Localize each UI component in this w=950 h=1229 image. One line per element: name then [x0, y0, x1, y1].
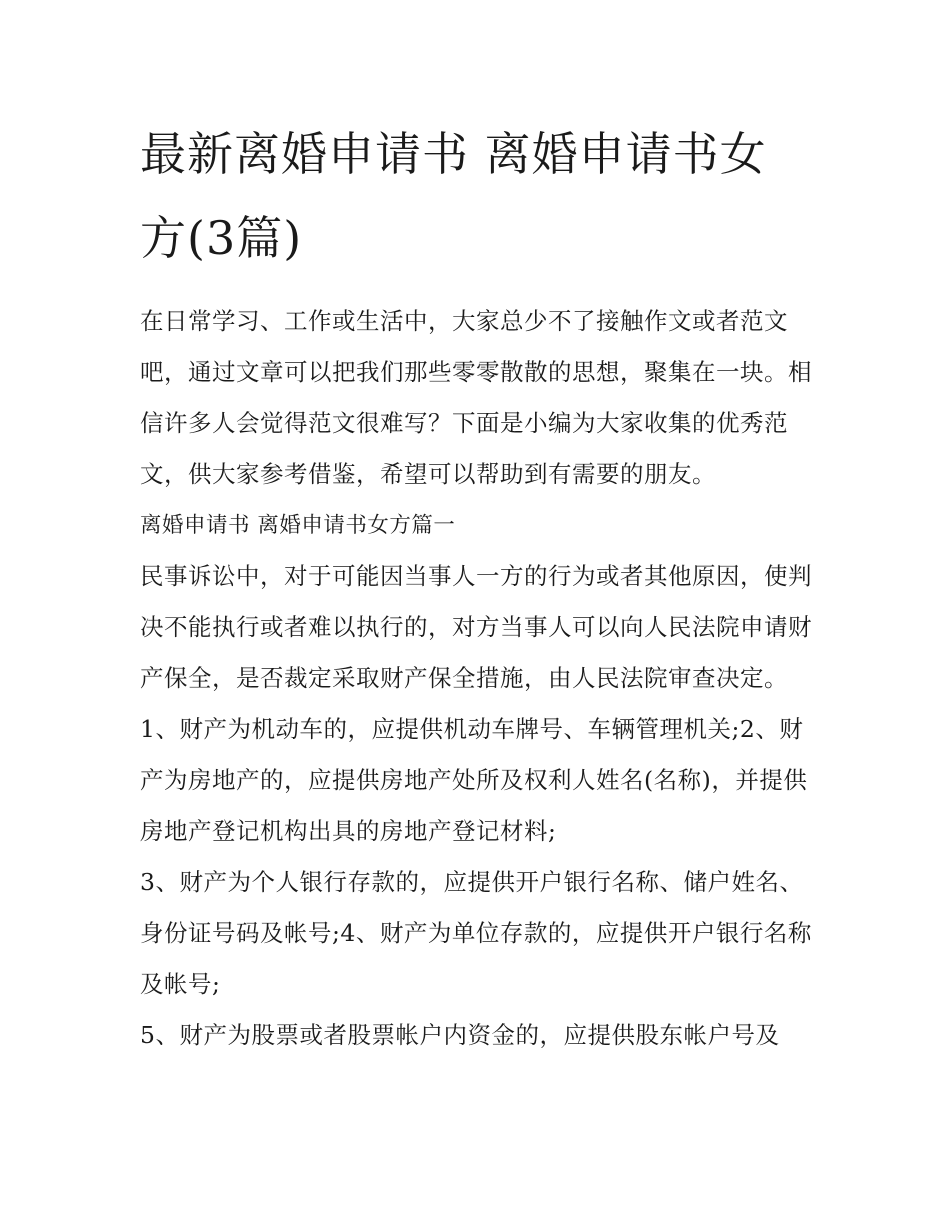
section-heading: 离婚申请书 离婚申请书女方篇一	[140, 513, 456, 538]
list-paragraph: 1、财产为机动车的，应提供机动车牌号、车辆管理机关;2、财产为房地产的，应提供房地产处所及权利人姓名(名称)，并提供房地产登记机构出具的房地产登记材料;	[140, 715, 808, 845]
body-paragraph: 民事诉讼中，对于可能因当事人一方的行为或者其他原因，使判决不能执行或者难以执行的，对方当事人可以向人民法院申请财产保全，是否裁定采取财产保全措施，由人民法院审查决定。	[140, 562, 812, 692]
document-title: 最新离婚申请书 离婚申请书女方(3篇)	[140, 127, 767, 265]
intro-paragraph: 在日常学习、工作或生活中，大家总少不了接触作文或者范文吧，通过文章可以把我们那些零零散散的思想，聚集在一块。相信许多人会觉得范文很难写？下面是小编为大家收集的优秀范文，供大家参考借鉴，希望可以帮助到有需要的朋友。	[140, 307, 812, 488]
document-page	[140, 112, 812, 1061]
list-paragraph: 5、财产为股票或者股票帐户内资金的，应提供股东帐户号及	[140, 1021, 780, 1049]
list-paragraph: 3、财产为个人银行存款的，应提供开户银行名称、储户姓名、身份证号码及帐号;4、财产为单位存款的，应提供开户银行名称及帐号;	[140, 868, 812, 998]
document-body	[140, 296, 812, 1061]
